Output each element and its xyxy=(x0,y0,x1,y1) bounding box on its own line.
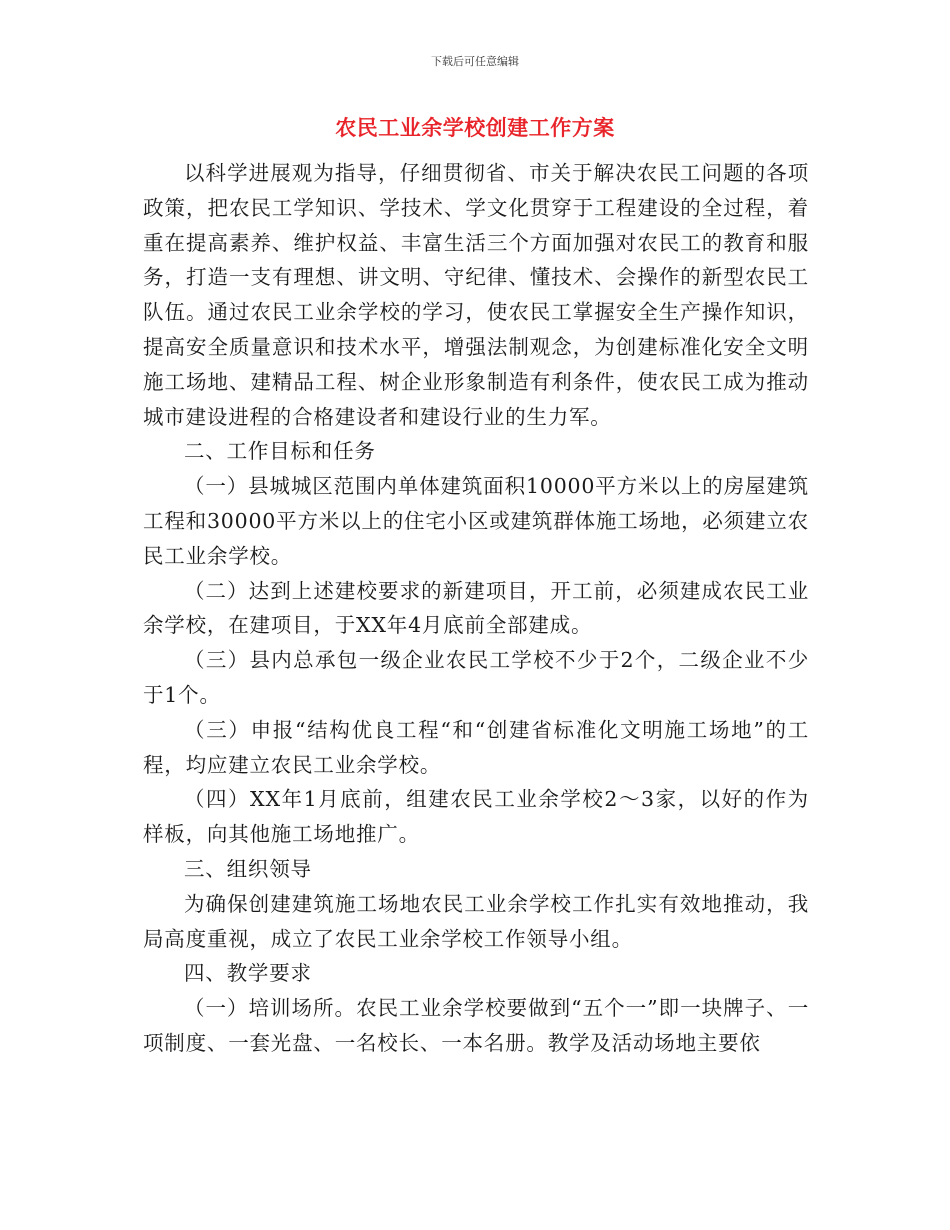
paragraph-goal-2: （二）达到上述建校要求的新建项目，开工前，必须建成农民工业余学校，在建项目，于XX年4月底前全部建成。 xyxy=(143,578,809,638)
paragraph-goal-1: （一）县城城区范围内单体建筑面积10000平方米以上的房屋建筑工程和30000平方米以上的住宅小区或建筑群体施工场地，必须建立农民工业余学校。 xyxy=(143,474,809,568)
section-heading-leadership: 三、组织领导 xyxy=(184,856,312,881)
section-heading-teaching: 四、教学要求 xyxy=(184,961,312,986)
section-heading-goals: 二、工作目标和任务 xyxy=(184,439,376,464)
paragraph-intro: 以科学进展观为指导，仔细贯彻省、市关于解决农民工问题的各项政策，把农民工学知识、学技术、学文化贯穿于工程建设的全过程，着重在提高素养、维护权益、丰富生活三个方面加强对农民工的教育和服务，打造一支有理想、讲文明、守纪律、懂技术、会操作的新型农民工队伍。通过农民工业余学校的学习，使农民工掌握安全生产操作知识，提高安全质量意识和技术水平，增强法制观念，为创建标准化安全文明施工场地、建精品工程、树企业形象制造有利条件，使农民工成为推动城市建设进程的合格建设者和建设行业的生力军。 xyxy=(143,161,809,429)
paragraph-teaching-1: （一）培训场所。农民工业余学校要做到“五个一”即一块牌子、一项制度、一套光盘、一名校长、一本名册。教学及活动场地主要依 xyxy=(143,996,809,1055)
paragraph-goal-3b: （三）申报“结构优良工程“和“创建省标准化文明施工场地”的工程，均应建立农民工业余学校。 xyxy=(143,717,809,777)
header-note: 下载后可任意编辑 xyxy=(431,55,519,68)
document-body xyxy=(143,156,809,1061)
paragraph-goal-3: （三）县内总承包一级企业农民工学校不少于2个，二级企业不少于1个。 xyxy=(143,648,809,707)
paragraph-goal-4: （四）XX年1月底前，组建农民工业余学校2～3家，以好的作为样板，向其他施工场地推广。 xyxy=(143,787,809,847)
paragraph-leadership: 为确保创建建筑施工场地农民工业余学校工作扎实有效地推动，我局高度重视，成立了农民工业余学校工作领导小组。 xyxy=(143,891,809,951)
document-title: 农民工业余学校创建工作方案 xyxy=(335,116,615,140)
